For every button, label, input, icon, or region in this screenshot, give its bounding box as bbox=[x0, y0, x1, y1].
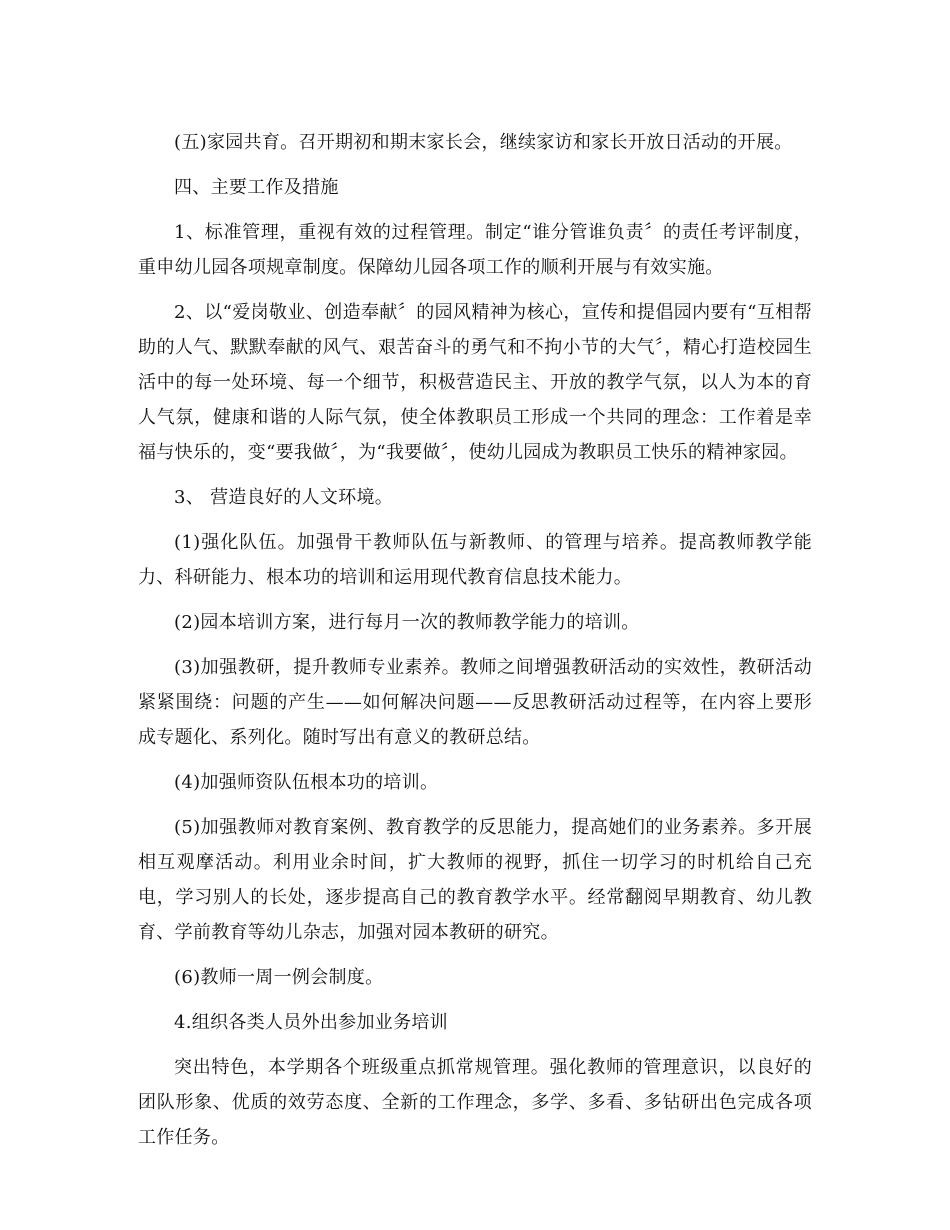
paragraph-strengthen-team: (1)强化队伍。加强骨干教师队伍与新教师、的管理与培养。提高教师教学能力、科研能力、根本功的培训和运用现代教育信息技术能力。 bbox=[138, 532, 812, 588]
paragraph-garden-spirit: 2、以“爱岗敬业、创造奉献〞的园风精神为核心，宣传和提倡园内要有“互相帮助的人气、默默奉献的风气、艰苦奋斗的勇气和不拘小节的大气〞，精心打造校园生活中的每一处环境、每一个细节，积极营造民主、开放的教学气氛，以人为本的育人气氛，健康和谐的人际气氛，使全体教职员工形成一个共同的理念：工作着是幸福与快乐的，变“要我做〞，为“我要做〞，使幼儿园成为教职员工快乐的精神家园。 bbox=[138, 302, 812, 463]
paragraph-external-training: 4.组织各类人员外出参加业务培训 bbox=[174, 1012, 448, 1033]
paragraph-standard-management: 1、标准管理，重视有效的过程管理。制定“谁分管谁负责〞的责任考评制度，重申幼儿园各项规章制度。保障幼儿园各项工作的顺利开展与有效实施。 bbox=[138, 222, 812, 278]
paragraph-highlight-features: 突出特色，本学期各个班级重点抓常规管理。强化教师的管理意识，以良好的团队形象、优质的效劳态度、全新的工作理念，多学、多看、多钻研出色完成各项工作任务。 bbox=[138, 1057, 812, 1148]
paragraph-humanistic-environment: 3、 营造良好的人文环境。 bbox=[174, 487, 394, 508]
document-body bbox=[138, 125, 812, 1165]
section-heading-main-work: 四、主要工作及措施 bbox=[174, 177, 339, 198]
paragraph-family-cooperation: (五)家园共育。召开期初和期末家长会，继续家访和家长开放日活动的开展。 bbox=[174, 132, 793, 153]
paragraph-reflection-ability: (5)加强教师对教育案例、教育教学的反思能力，提高她们的业务素养。多开展相互观摩活动。利用业余时间，扩大教师的视野，抓住一切学习的时机给自己充电，学习别人的长处，逐步提高自己的教育教学水平。经常翻阅早期教育、幼儿教育、学前教育等幼儿杂志，加强对园本教研的研究。 bbox=[138, 817, 812, 943]
paragraph-basic-skills: (4)加强师资队伍根本功的培训。 bbox=[174, 772, 439, 793]
paragraph-teaching-research: (3)加强教研，提升教师专业素养。教师之间增强教研活动的实效性，教研活动紧紧围绕：问题的产生——如何解决问题——反思教研活动过程等，在内容上要形成专题化、系列化。随时写出有意义的教研总结。 bbox=[138, 657, 812, 748]
paragraph-weekly-meeting: (6)教师一周一例会制度。 bbox=[174, 967, 384, 988]
paragraph-training-plan: (2)园本培训方案，进行每月一次的教师教学能力的培训。 bbox=[174, 612, 640, 633]
